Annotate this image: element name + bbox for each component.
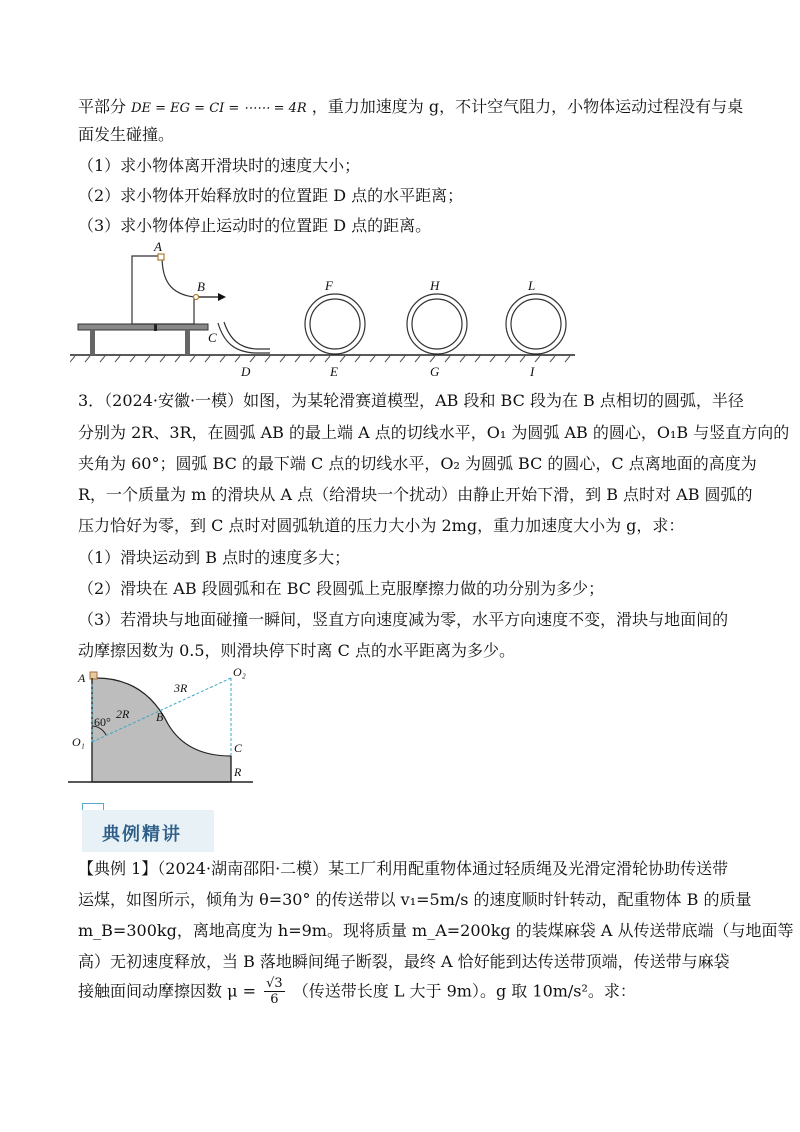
fraction-numerator: √3 (266, 976, 283, 991)
label-3R: 3R (174, 681, 188, 695)
question-item: 动摩擦因数为 0.5，则滑块停下时离 C 点的水平距离为多少。 (78, 641, 515, 660)
label-2R: 2R (116, 707, 130, 721)
fraction-denominator: 6 (270, 992, 279, 1007)
label-A: A (154, 239, 162, 254)
label-F: F (325, 278, 333, 293)
text-segment: ，重力加速度为 g，不计空气阻力，小物体运动过程没有与桌 (311, 97, 744, 116)
text-line (78, 96, 743, 120)
figure-arc-track (68, 664, 268, 788)
text-segment: 平部分 (78, 97, 127, 116)
question-item: （2）求小物体开始释放时的位置距 D 点的水平距离； (78, 186, 464, 205)
label-A: A (78, 671, 86, 685)
figure-loop-track (70, 238, 590, 378)
label-E: E (330, 364, 338, 378)
problem-3-line: 分别为 2R、3R，在圆弧 AB 的最上端 A 点的切线水平，O₁ 为圆弧 AB 的圆心，O₁B 与竖直方向的 (78, 423, 790, 442)
label-I: I (530, 364, 535, 378)
problem-3-line: 夹角为 60°；圆弧 BC 的最下端 C 点的切线水平，O₂ 为圆弧 BC 的圆心，C 点离地面的高度为 (78, 454, 757, 473)
problem-3-line: 压力恰好为零，到 C 点时对圆弧轨道的压力大小为 2mg，重力加速度大小为 g，求： (78, 516, 685, 535)
label-H: H (430, 278, 440, 293)
question-item: （3）求小物体停止运动时的位置距 D 点的距离。 (78, 216, 432, 235)
label-O2: O₂ (233, 665, 246, 679)
label-R: R (234, 765, 242, 779)
question-item: （1）求小物体离开滑块时的速度大小； (78, 156, 361, 175)
label-L: L (528, 278, 536, 293)
label-B: B (156, 710, 164, 724)
inline-math: DE = EG = CI = ⋯⋯ = 4R (131, 101, 307, 116)
label-D: D (241, 364, 251, 378)
question-item: （1）滑块运动到 B 点时的速度多大； (78, 548, 351, 567)
problem-3-line: R，一个质量为 m 的滑块从 A 点（给滑块一个扰动）由静止开始下滑，到 B 点时对 AB 圆弧的 (78, 485, 753, 504)
example-line: 【典例 1】（2024·湖南邵阳·二模）某工厂利用配重物体通过轻质绳及光滑定滑轮协助传送带 (78, 859, 729, 878)
label-O1: O₁ (72, 735, 85, 749)
fraction (264, 976, 285, 1007)
example-line: 高）无初速度释放，当 B 落地瞬间绳子断裂，最终 A 恰好能到达传送带顶端，传送带与麻袋 (78, 952, 730, 971)
text-segment: 接触面间动摩擦因数 μ = (78, 981, 256, 1001)
label-G: G (430, 364, 440, 378)
text-segment: （传送带长度 L 大于 9m）。g 取 10m/s²。求： (292, 981, 636, 1001)
problem-3-line: 3．（2024·安徽·一模）如图，为某轮滑赛道模型，AB 段和 BC 段为在 B 点相切的圆弧，半径 (78, 391, 744, 410)
example-line: 运煤，如图所示，倾角为 θ=30° 的传送带以 v₁=5m/s 的速度顺时针转动，配重物体 B 的质量 (78, 890, 752, 909)
example-line (78, 976, 636, 1007)
label-B: B (197, 279, 205, 294)
question-item: （3）若滑块与地面碰撞一瞬间，竖直方向速度减为零，水平方向速度不变，滑块与地面间的 (78, 610, 729, 629)
label-60deg: 60° (94, 715, 111, 729)
label-C: C (208, 330, 217, 345)
label-C: C (234, 741, 243, 755)
section-banner-title: 典例精讲 (102, 824, 182, 845)
text-line: 面发生碰撞。 (78, 125, 175, 144)
question-item: （2）滑块在 AB 段圆弧和在 BC 段圆弧上克服摩擦力做的功分别为多少； (78, 579, 605, 598)
example-line: m_B=300kg，离地高度为 h=9m。现将质量 m_A=200kg 的装煤麻袋 A 从传送带底端（与地面等 (78, 921, 794, 940)
